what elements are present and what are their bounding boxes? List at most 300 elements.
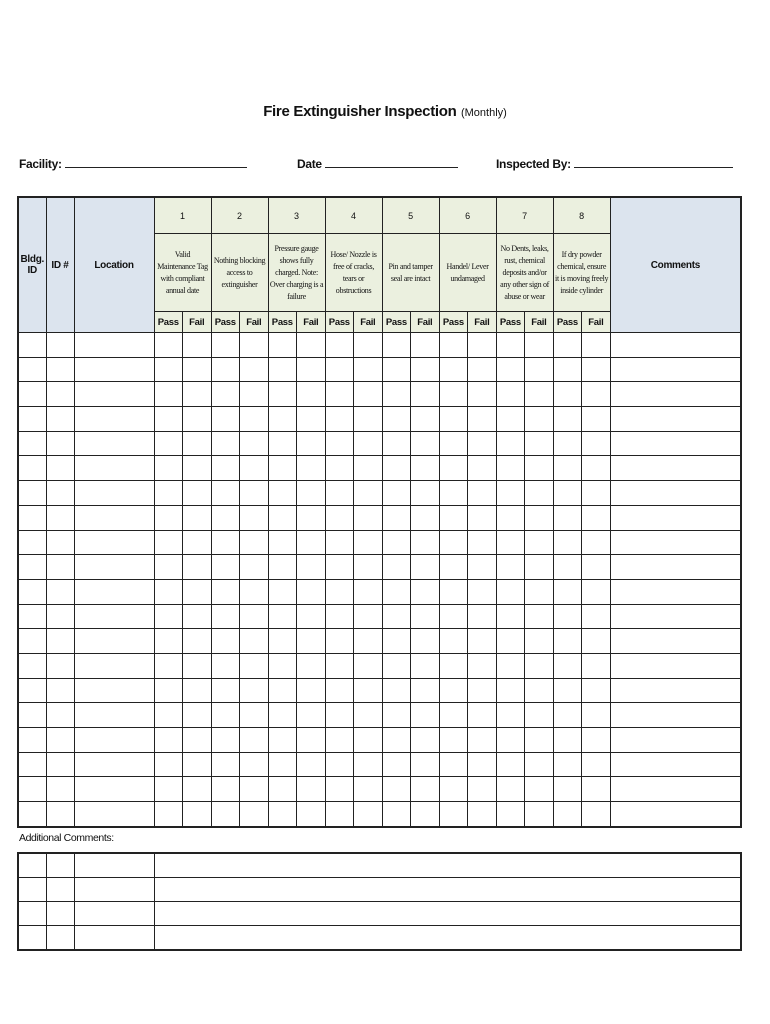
table-cell[interactable] [240,629,269,654]
table-cell[interactable] [468,481,497,506]
table-cell[interactable] [18,530,46,555]
table-cell[interactable] [411,604,440,629]
table-cell[interactable] [525,555,554,580]
table-cell[interactable] [46,777,74,802]
table-cell[interactable] [496,481,525,506]
table-cell[interactable] [297,530,326,555]
table-cell[interactable] [553,407,582,432]
table-cell[interactable] [325,629,354,654]
table-cell[interactable] [496,357,525,382]
table-cell[interactable] [211,752,240,777]
table-cell[interactable] [240,530,269,555]
table-cell[interactable] [411,382,440,407]
table-cell[interactable] [553,802,582,827]
table-cell[interactable] [297,604,326,629]
table-cell[interactable] [268,752,297,777]
table-cell[interactable] [610,333,741,358]
table-cell[interactable] [439,802,468,827]
table-cell[interactable] [439,703,468,728]
table-cell[interactable] [240,555,269,580]
table-cell[interactable] [240,456,269,481]
table-cell[interactable] [46,357,74,382]
table-cell[interactable] [610,604,741,629]
table-cell[interactable] [496,505,525,530]
table-cell[interactable] [610,456,741,481]
table-cell[interactable] [411,678,440,703]
table-cell[interactable] [582,752,611,777]
table-cell[interactable] [268,703,297,728]
table-cell[interactable] [46,382,74,407]
table-cell[interactable] [382,382,411,407]
table-cell[interactable] [74,357,154,382]
table-cell[interactable] [297,777,326,802]
table-cell[interactable] [553,629,582,654]
table-cell[interactable] [240,382,269,407]
table-cell[interactable] [297,703,326,728]
table-cell[interactable] [297,333,326,358]
table-cell[interactable] [183,407,212,432]
table-cell[interactable] [211,481,240,506]
comment-cell[interactable] [154,926,741,951]
table-cell[interactable] [268,678,297,703]
table-cell[interactable] [211,802,240,827]
table-cell[interactable] [411,579,440,604]
table-cell[interactable] [525,653,554,678]
table-cell[interactable] [582,431,611,456]
table-cell[interactable] [268,357,297,382]
inspected-by-field[interactable] [496,156,733,171]
table-cell[interactable] [74,728,154,753]
table-cell[interactable] [468,777,497,802]
comment-cell[interactable] [154,878,741,902]
table-cell[interactable] [240,481,269,506]
table-cell[interactable] [154,579,183,604]
table-cell[interactable] [74,505,154,530]
table-cell[interactable] [154,777,183,802]
table-cell[interactable] [46,653,74,678]
table-cell[interactable] [354,407,383,432]
table-cell[interactable] [183,505,212,530]
table-cell[interactable] [74,777,154,802]
table-cell[interactable] [211,777,240,802]
table-cell[interactable] [211,333,240,358]
table-cell[interactable] [439,530,468,555]
table-cell[interactable] [439,382,468,407]
table-cell[interactable] [411,456,440,481]
table-cell[interactable] [354,456,383,481]
table-cell[interactable] [268,579,297,604]
table-cell[interactable] [154,382,183,407]
table-cell[interactable] [46,456,74,481]
table-cell[interactable] [18,777,46,802]
table-cell[interactable] [411,333,440,358]
table-cell[interactable] [183,703,212,728]
table-cell[interactable] [610,653,741,678]
table-cell[interactable] [582,456,611,481]
table-cell[interactable] [297,629,326,654]
table-cell[interactable] [18,505,46,530]
table-cell[interactable] [183,530,212,555]
table-cell[interactable] [18,431,46,456]
table-cell[interactable] [439,678,468,703]
table-cell[interactable] [382,728,411,753]
table-cell[interactable] [496,456,525,481]
table-cell[interactable] [74,678,154,703]
table-cell[interactable] [46,752,74,777]
table-cell[interactable] [183,456,212,481]
table-cell[interactable] [46,678,74,703]
table-cell[interactable] [297,456,326,481]
table-cell[interactable] [468,604,497,629]
table-cell[interactable] [183,555,212,580]
table-cell[interactable] [154,481,183,506]
table-cell[interactable] [354,802,383,827]
table-cell[interactable] [325,703,354,728]
table-cell[interactable] [582,382,611,407]
table-cell[interactable] [411,728,440,753]
table-cell[interactable] [582,802,611,827]
table-cell[interactable] [468,703,497,728]
comment-cell[interactable] [18,853,46,878]
comment-cell[interactable] [18,878,46,902]
table-cell[interactable] [354,728,383,753]
table-cell[interactable] [74,629,154,654]
table-cell[interactable] [297,802,326,827]
table-cell[interactable] [439,505,468,530]
table-cell[interactable] [553,357,582,382]
table-cell[interactable] [553,505,582,530]
table-cell[interactable] [468,407,497,432]
table-cell[interactable] [46,481,74,506]
table-cell[interactable] [610,703,741,728]
table-cell[interactable] [297,653,326,678]
table-cell[interactable] [468,752,497,777]
table-cell[interactable] [297,728,326,753]
comment-cell[interactable] [154,902,741,926]
table-cell[interactable] [610,555,741,580]
table-cell[interactable] [354,431,383,456]
table-cell[interactable] [268,555,297,580]
table-cell[interactable] [382,678,411,703]
table-cell[interactable] [411,505,440,530]
table-cell[interactable] [211,703,240,728]
table-cell[interactable] [325,802,354,827]
table-cell[interactable] [268,777,297,802]
table-cell[interactable] [525,407,554,432]
table-cell[interactable] [468,678,497,703]
table-cell[interactable] [74,604,154,629]
table-cell[interactable] [354,777,383,802]
table-cell[interactable] [297,505,326,530]
table-cell[interactable] [325,678,354,703]
table-cell[interactable] [496,407,525,432]
table-cell[interactable] [582,407,611,432]
table-cell[interactable] [154,802,183,827]
table-cell[interactable] [610,382,741,407]
table-cell[interactable] [183,728,212,753]
table-cell[interactable] [439,333,468,358]
table-cell[interactable] [382,752,411,777]
table-cell[interactable] [325,505,354,530]
table-cell[interactable] [354,530,383,555]
table-cell[interactable] [496,530,525,555]
table-cell[interactable] [297,555,326,580]
table-cell[interactable] [240,333,269,358]
table-cell[interactable] [525,431,554,456]
table-cell[interactable] [183,678,212,703]
table-cell[interactable] [268,431,297,456]
table-cell[interactable] [183,653,212,678]
table-cell[interactable] [496,604,525,629]
table-cell[interactable] [610,777,741,802]
table-cell[interactable] [525,678,554,703]
table-cell[interactable] [325,653,354,678]
comment-cell[interactable] [46,926,74,951]
table-cell[interactable] [18,481,46,506]
table-cell[interactable] [183,604,212,629]
table-cell[interactable] [496,802,525,827]
table-cell[interactable] [610,431,741,456]
table-cell[interactable] [411,481,440,506]
table-cell[interactable] [411,555,440,580]
table-cell[interactable] [325,407,354,432]
table-cell[interactable] [553,530,582,555]
table-cell[interactable] [468,431,497,456]
comment-cell[interactable] [154,853,741,878]
table-cell[interactable] [325,728,354,753]
table-cell[interactable] [18,728,46,753]
table-cell[interactable] [211,530,240,555]
table-cell[interactable] [439,555,468,580]
table-cell[interactable] [382,703,411,728]
table-cell[interactable] [439,604,468,629]
table-cell[interactable] [354,653,383,678]
table-cell[interactable] [240,728,269,753]
table-cell[interactable] [411,629,440,654]
table-cell[interactable] [439,407,468,432]
table-cell[interactable] [468,728,497,753]
table-cell[interactable] [154,505,183,530]
table-cell[interactable] [297,431,326,456]
table-cell[interactable] [439,728,468,753]
table-cell[interactable] [325,357,354,382]
table-cell[interactable] [610,752,741,777]
table-cell[interactable] [553,678,582,703]
table-cell[interactable] [553,431,582,456]
table-cell[interactable] [240,407,269,432]
table-cell[interactable] [610,357,741,382]
table-cell[interactable] [582,530,611,555]
table-cell[interactable] [496,777,525,802]
table-cell[interactable] [268,629,297,654]
table-cell[interactable] [46,802,74,827]
table-cell[interactable] [154,333,183,358]
table-cell[interactable] [240,653,269,678]
table-cell[interactable] [496,382,525,407]
table-cell[interactable] [154,604,183,629]
table-cell[interactable] [211,456,240,481]
table-cell[interactable] [354,703,383,728]
table-cell[interactable] [154,629,183,654]
table-cell[interactable] [582,703,611,728]
comment-cell[interactable] [18,926,46,951]
table-cell[interactable] [468,802,497,827]
table-cell[interactable] [211,555,240,580]
table-cell[interactable] [18,802,46,827]
table-cell[interactable] [525,357,554,382]
table-cell[interactable] [240,802,269,827]
table-cell[interactable] [553,579,582,604]
table-cell[interactable] [496,678,525,703]
table-cell[interactable] [211,382,240,407]
table-cell[interactable] [211,407,240,432]
table-cell[interactable] [354,752,383,777]
table-cell[interactable] [468,629,497,654]
table-cell[interactable] [439,579,468,604]
table-cell[interactable] [468,555,497,580]
table-cell[interactable] [154,357,183,382]
table-cell[interactable] [240,505,269,530]
table-cell[interactable] [496,555,525,580]
table-cell[interactable] [382,456,411,481]
table-cell[interactable] [439,777,468,802]
table-cell[interactable] [325,431,354,456]
table-cell[interactable] [211,505,240,530]
table-cell[interactable] [610,530,741,555]
table-cell[interactable] [382,357,411,382]
table-cell[interactable] [411,703,440,728]
facility-field[interactable] [19,156,247,171]
table-cell[interactable] [211,629,240,654]
comment-cell[interactable] [46,878,74,902]
table-cell[interactable] [468,653,497,678]
table-cell[interactable] [354,678,383,703]
table-cell[interactable] [382,530,411,555]
table-cell[interactable] [610,728,741,753]
table-cell[interactable] [268,382,297,407]
table-cell[interactable] [18,653,46,678]
table-cell[interactable] [382,802,411,827]
table-cell[interactable] [74,555,154,580]
table-cell[interactable] [468,579,497,604]
table-cell[interactable] [496,728,525,753]
table-cell[interactable] [183,629,212,654]
table-cell[interactable] [211,728,240,753]
table-cell[interactable] [46,505,74,530]
table-cell[interactable] [74,703,154,728]
table-cell[interactable] [610,505,741,530]
table-cell[interactable] [46,629,74,654]
table-cell[interactable] [582,728,611,753]
table-cell[interactable] [553,653,582,678]
table-cell[interactable] [325,752,354,777]
table-cell[interactable] [553,382,582,407]
table-cell[interactable] [18,555,46,580]
table-cell[interactable] [154,530,183,555]
table-cell[interactable] [154,728,183,753]
table-cell[interactable] [183,333,212,358]
table-cell[interactable] [468,505,497,530]
table-cell[interactable] [610,481,741,506]
table-cell[interactable] [553,333,582,358]
table-cell[interactable] [439,357,468,382]
table-cell[interactable] [382,555,411,580]
table-cell[interactable] [525,728,554,753]
table-cell[interactable] [297,382,326,407]
table-cell[interactable] [46,728,74,753]
table-cell[interactable] [211,653,240,678]
table-cell[interactable] [553,481,582,506]
table-cell[interactable] [553,752,582,777]
table-cell[interactable] [268,481,297,506]
table-cell[interactable] [325,579,354,604]
comment-cell[interactable] [74,926,154,951]
table-cell[interactable] [496,703,525,728]
table-cell[interactable] [525,505,554,530]
table-cell[interactable] [525,530,554,555]
table-cell[interactable] [439,431,468,456]
table-cell[interactable] [525,333,554,358]
table-cell[interactable] [496,579,525,604]
table-cell[interactable] [74,456,154,481]
table-cell[interactable] [582,481,611,506]
table-cell[interactable] [46,530,74,555]
table-cell[interactable] [154,555,183,580]
table-cell[interactable] [46,703,74,728]
table-cell[interactable] [354,629,383,654]
table-cell[interactable] [553,703,582,728]
table-cell[interactable] [553,728,582,753]
table-cell[interactable] [240,678,269,703]
table-cell[interactable] [610,579,741,604]
table-cell[interactable] [183,357,212,382]
table-cell[interactable] [211,678,240,703]
table-cell[interactable] [525,579,554,604]
table-cell[interactable] [211,579,240,604]
table-cell[interactable] [240,777,269,802]
table-cell[interactable] [553,555,582,580]
table-cell[interactable] [74,333,154,358]
table-cell[interactable] [382,604,411,629]
table-cell[interactable] [183,481,212,506]
table-cell[interactable] [154,456,183,481]
table-cell[interactable] [411,407,440,432]
table-cell[interactable] [582,357,611,382]
table-cell[interactable] [240,431,269,456]
table-cell[interactable] [354,505,383,530]
table-cell[interactable] [74,407,154,432]
table-cell[interactable] [525,456,554,481]
table-cell[interactable] [154,752,183,777]
table-cell[interactable] [382,333,411,358]
table-cell[interactable] [268,456,297,481]
table-cell[interactable] [297,678,326,703]
table-cell[interactable] [439,653,468,678]
table-cell[interactable] [46,407,74,432]
table-cell[interactable] [411,752,440,777]
table-cell[interactable] [354,604,383,629]
table-cell[interactable] [411,530,440,555]
table-cell[interactable] [183,802,212,827]
table-cell[interactable] [582,653,611,678]
table-cell[interactable] [325,530,354,555]
table-cell[interactable] [240,357,269,382]
date-blank-line[interactable] [325,156,458,168]
table-cell[interactable] [382,481,411,506]
table-cell[interactable] [468,382,497,407]
table-cell[interactable] [439,481,468,506]
table-cell[interactable] [268,802,297,827]
